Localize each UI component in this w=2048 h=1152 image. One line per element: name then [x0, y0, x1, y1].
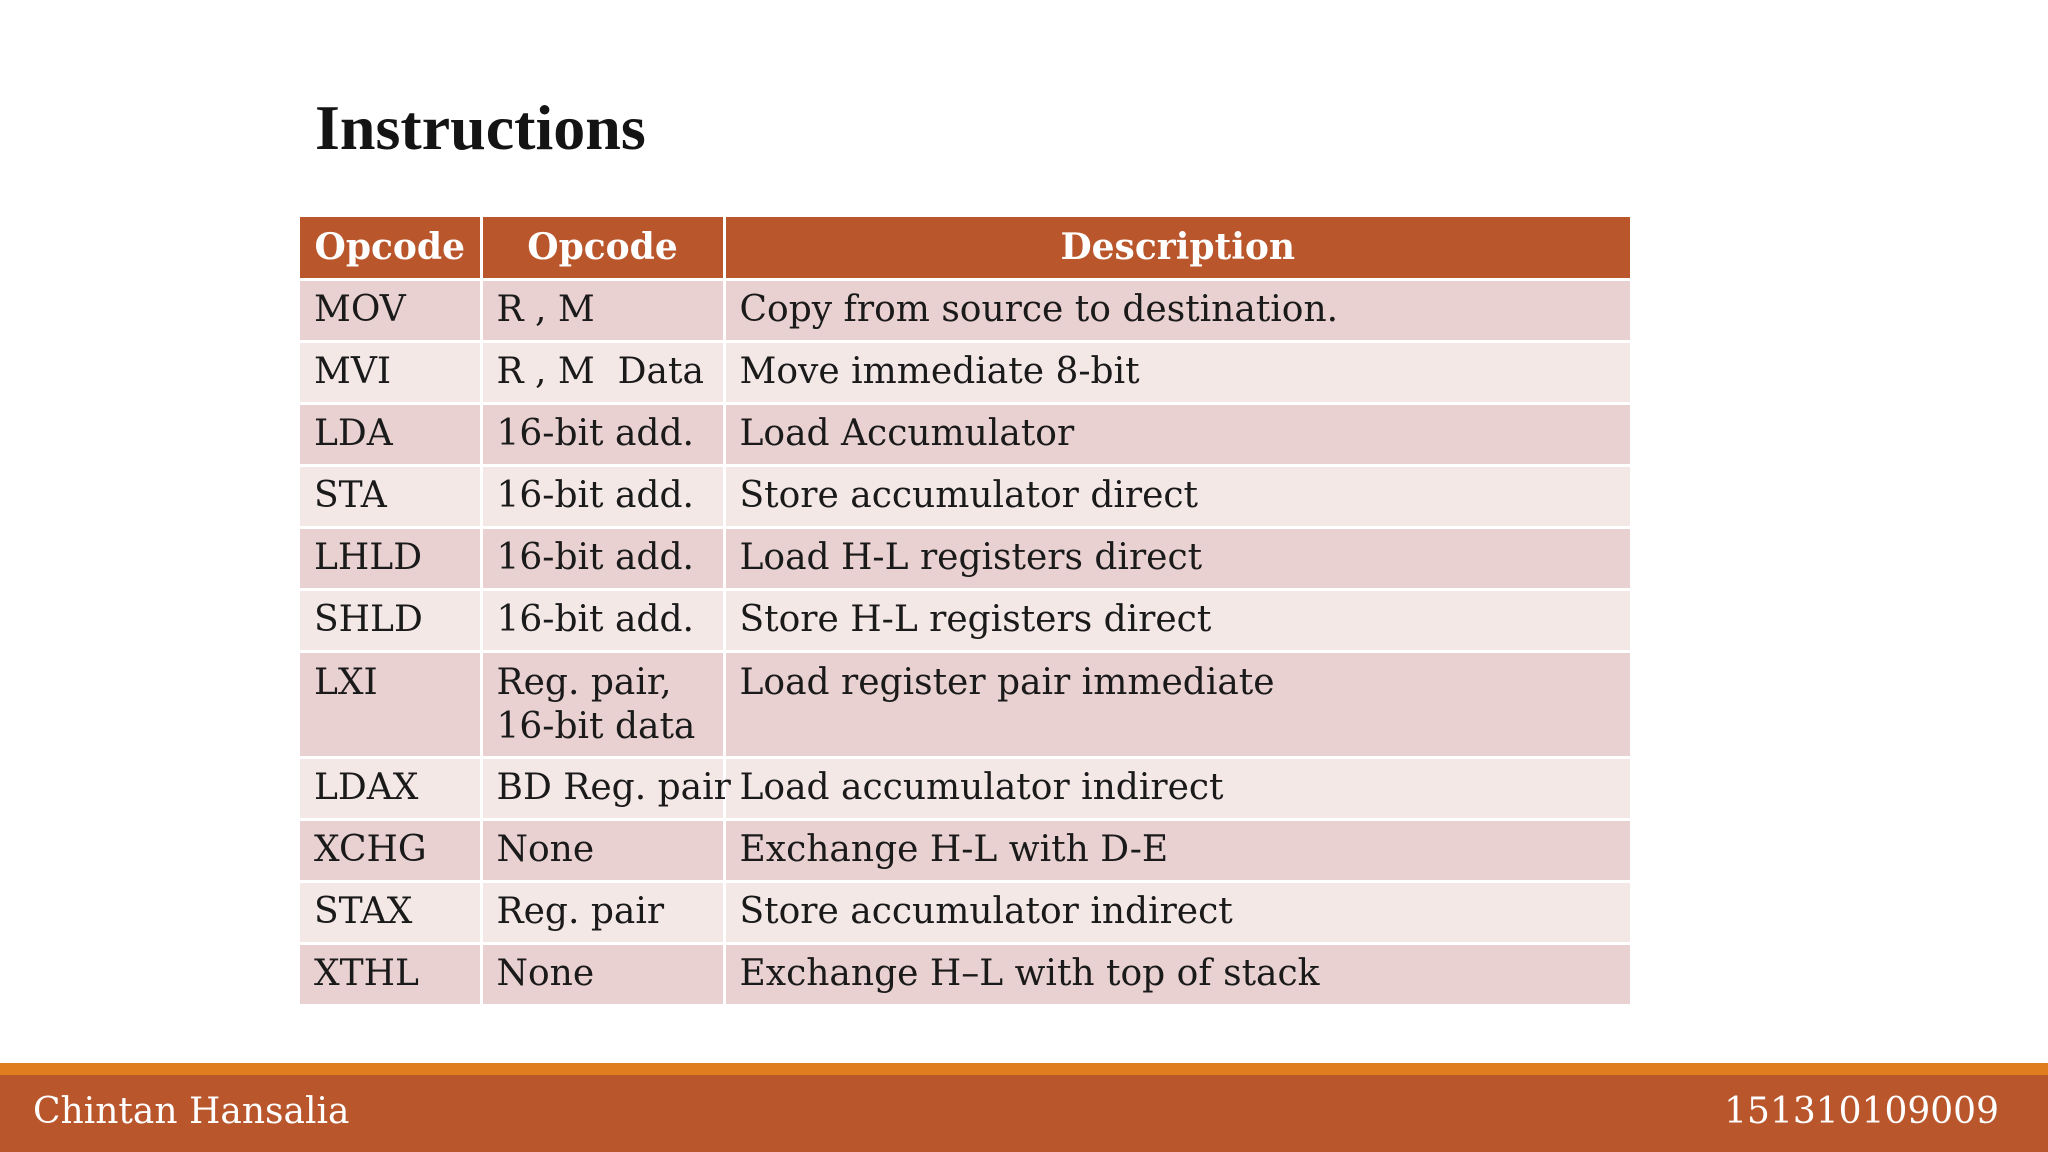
instructions-table: [300, 217, 1630, 1007]
cell-description: Move immediate 8-bit: [724, 341, 1630, 403]
cell-opcode: SHLD: [300, 589, 481, 651]
footer-id: 151310109009: [1724, 1091, 1999, 1132]
cell-description: Exchange H-L with D-E: [724, 819, 1630, 881]
cell-operand: 16-bit add.: [481, 589, 724, 651]
cell-opcode: STAX: [300, 881, 481, 943]
cell-description: Store accumulator indirect: [724, 881, 1630, 943]
table-row: [300, 279, 1630, 341]
header-opcode: Opcode: [300, 217, 481, 279]
cell-opcode: LXI: [300, 651, 481, 757]
table-row: [300, 757, 1630, 819]
table-row: [300, 465, 1630, 527]
cell-operand: None: [481, 943, 724, 1005]
cell-operand: None: [481, 819, 724, 881]
cell-operand: 16-bit add.: [481, 527, 724, 589]
table-row: [300, 819, 1630, 881]
cell-opcode: LHLD: [300, 527, 481, 589]
cell-operand: 16-bit add.: [481, 465, 724, 527]
footer-accent-stripe: [0, 1063, 2048, 1075]
cell-description: Load H-L registers direct: [724, 527, 1630, 589]
cell-opcode: LDA: [300, 403, 481, 465]
footer-bar: [0, 1075, 2048, 1152]
cell-operand: R , M Data: [481, 341, 724, 403]
table-row: [300, 527, 1630, 589]
cell-opcode: XTHL: [300, 943, 481, 1005]
table-row: [300, 341, 1630, 403]
cell-opcode: MVI: [300, 341, 481, 403]
footer-author: Chintan Hansalia: [33, 1091, 350, 1132]
header-operand: Opcode: [481, 217, 724, 279]
table-row: [300, 943, 1630, 1005]
cell-opcode: STA: [300, 465, 481, 527]
cell-operand: 16-bit add.: [481, 403, 724, 465]
cell-opcode: MOV: [300, 279, 481, 341]
cell-description: Load Accumulator: [724, 403, 1630, 465]
cell-opcode: LDAX: [300, 757, 481, 819]
cell-description: Copy from source to destination.: [724, 279, 1630, 341]
table-row: [300, 589, 1630, 651]
table-row: [300, 651, 1630, 757]
table-row: [300, 881, 1630, 943]
slide-title: Instructions: [315, 92, 646, 163]
cell-operand: Reg. pair: [481, 881, 724, 943]
table-header-row: [300, 217, 1630, 279]
cell-operand: Reg. pair, 16-bit data: [481, 651, 724, 757]
cell-operand: BD Reg. pair: [481, 757, 724, 819]
cell-description: Store accumulator direct: [724, 465, 1630, 527]
cell-description: Exchange H–L with top of stack: [724, 943, 1630, 1005]
cell-description: Store H-L registers direct: [724, 589, 1630, 651]
table-row: [300, 403, 1630, 465]
cell-description: Load accumulator indirect: [724, 757, 1630, 819]
cell-operand: R , M: [481, 279, 724, 341]
header-description: Description: [724, 217, 1630, 279]
cell-description: Load register pair immediate: [724, 651, 1630, 757]
cell-opcode: XCHG: [300, 819, 481, 881]
